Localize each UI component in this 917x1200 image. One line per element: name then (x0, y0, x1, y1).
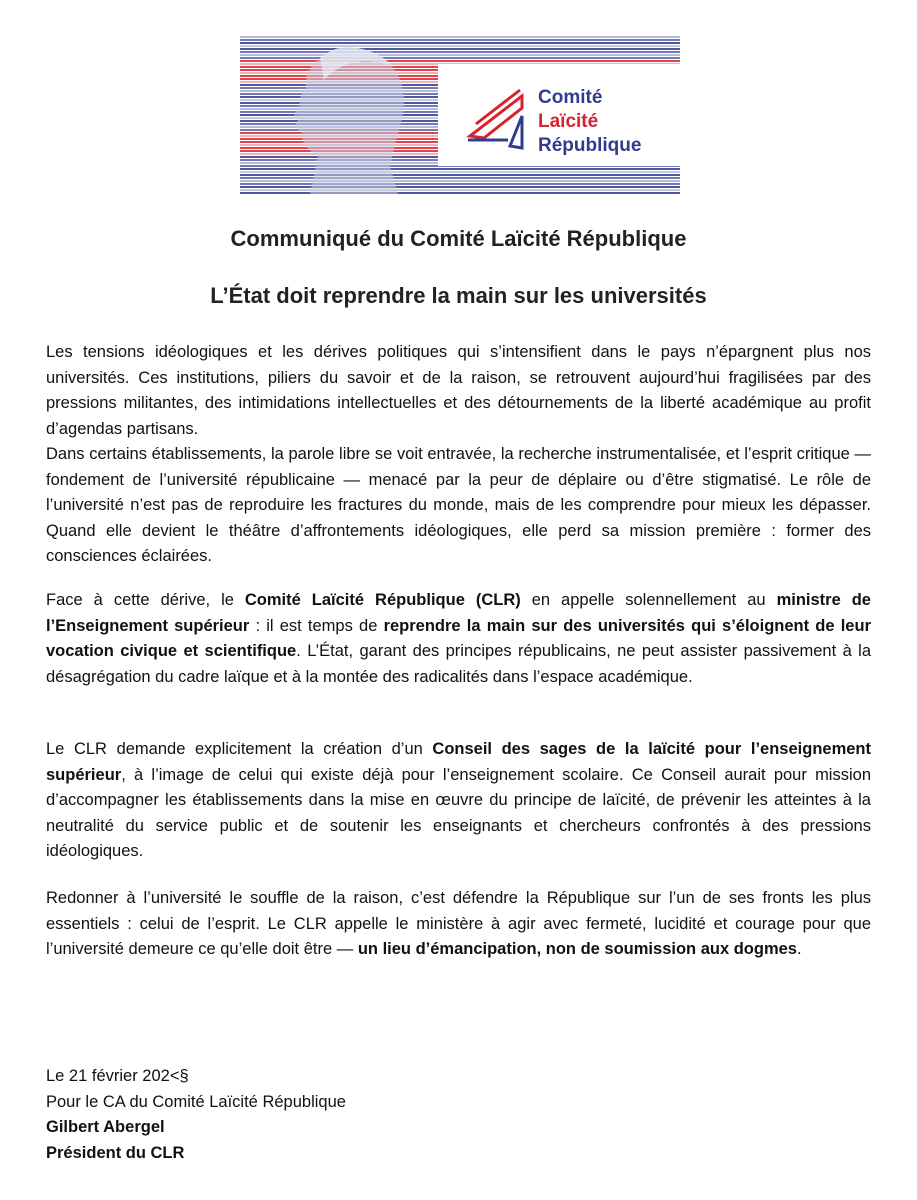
paragraph-intro (46, 340, 871, 570)
paragraph-appeal (46, 588, 871, 690)
paragraph-1a: Les tensions idéologiques et les dérives politiques qui s’intensifient dans le pays n’épargnent plus nos universités. Ces institutions, piliers du savoir et de la raison, se retrouvent aujourd’hui fragilisées par des pressions militantes, des intimidations intellectuelles et des détournements de la liberté académique au profit d’agendas partisans. (46, 343, 871, 438)
signature-name: Gilbert Abergel (46, 1118, 165, 1136)
banner-stripe (240, 54, 680, 56)
logo-line-comite: Comité (538, 87, 603, 108)
logo-line-republique: République (538, 135, 642, 156)
text-segment: . (796, 940, 802, 958)
banner-stripe (240, 39, 680, 41)
signature-block (46, 1064, 346, 1166)
text-segment: en appelle solennellement au (520, 591, 777, 609)
logo-line-laicite: Laïcité (538, 111, 599, 132)
banner-stripe (240, 189, 680, 191)
banner-stripe (240, 60, 680, 62)
text-segment: Le CLR demande explicitement la création d’un (46, 740, 433, 758)
banner-stripe (240, 168, 680, 170)
signature-role: Président du CLR (46, 1143, 185, 1162)
bold-segment: Conseil des sages de la laïcité pour l’enseignement supérieur (46, 740, 871, 784)
banner-stripe (240, 57, 680, 59)
logo-wordmark (538, 86, 668, 158)
banner-stripe (240, 42, 680, 44)
banner-stripe (240, 171, 680, 173)
text-segment: : il est temps de (249, 616, 384, 635)
paragraph-1b: Dans certains établissements, la parole libre se voit entravée, la recherche instrumentalisée, et l’esprit critique — fondement de l’université républicaine — menacé par la peur de déplaire ou d’être stigmatisé. Le rôle de l’université n’est pas de reproduire les fractures du monde, mais de les comprendre pour mieux les dépasser. Quand elle devient le théâtre d’affrontements idéologiques, elle perd sa mission première : former des consciences éclairées. (46, 445, 871, 565)
banner-stripe (240, 48, 680, 50)
page-title: Communiqué du Comité Laïcité République (230, 226, 687, 251)
paragraph-conseil (46, 737, 871, 865)
bold-segment: reprendre la main sur des universités qui s’éloignent de leur vocation civique et scientifique (46, 616, 871, 660)
paragraph-conclusion (46, 886, 871, 963)
bold-segment: un lieu d’émancipation, non de soumission aux dogmes (357, 940, 797, 958)
page-subtitle: L’État doit reprendre la main sur les universités (210, 283, 707, 308)
banner-stripe (240, 174, 680, 176)
text-segment: Redonner à l’université le souffle de la raison, c’est défendre la République sur l’un de ses fronts les plus essentiels : celui de l’esprit. Le CLR appelle le ministère à agir avec fermeté, lucidité et courage pour que l’université demeure ce qu’elle doit être — (46, 889, 871, 958)
banner-stripe (240, 51, 680, 53)
text-segment: . L’État, garant des principes républicains, ne peut assister passivement à la désagrégation du cadre laïque et à la montée des radicalités dans l’espace académique. (46, 642, 871, 686)
banner-stripe (240, 183, 680, 185)
banner-stripe (240, 192, 680, 194)
banner-stripe (240, 180, 680, 182)
text-segment: , à l’image de celui qui existe déjà pour l’enseignement scolaire. Ce Conseil aurait pour mission d’accompagner les établissements dans la mise en œuvre du principe de laïcité, de prévenir les atteintes à la neutralité du service public et de soutenir les enseignants et chercheurs confrontés à des pressions idéologiques. (46, 765, 871, 860)
signature-date: Le 21 février 202<§ (46, 1067, 189, 1085)
banner-stripe (240, 186, 680, 188)
signature-for: Pour le CA du Comité Laïcité République (46, 1092, 346, 1111)
text-segment: Face à cette dérive, le (46, 591, 245, 609)
banner-stripe (240, 45, 680, 47)
header-banner (240, 36, 680, 194)
bold-segment: ministre de l’Enseignement supérieur (46, 591, 871, 635)
banner-stripe (240, 177, 680, 179)
banner-stripe (240, 36, 680, 38)
bold-segment: Comité Laïcité République (CLR) (244, 591, 521, 609)
